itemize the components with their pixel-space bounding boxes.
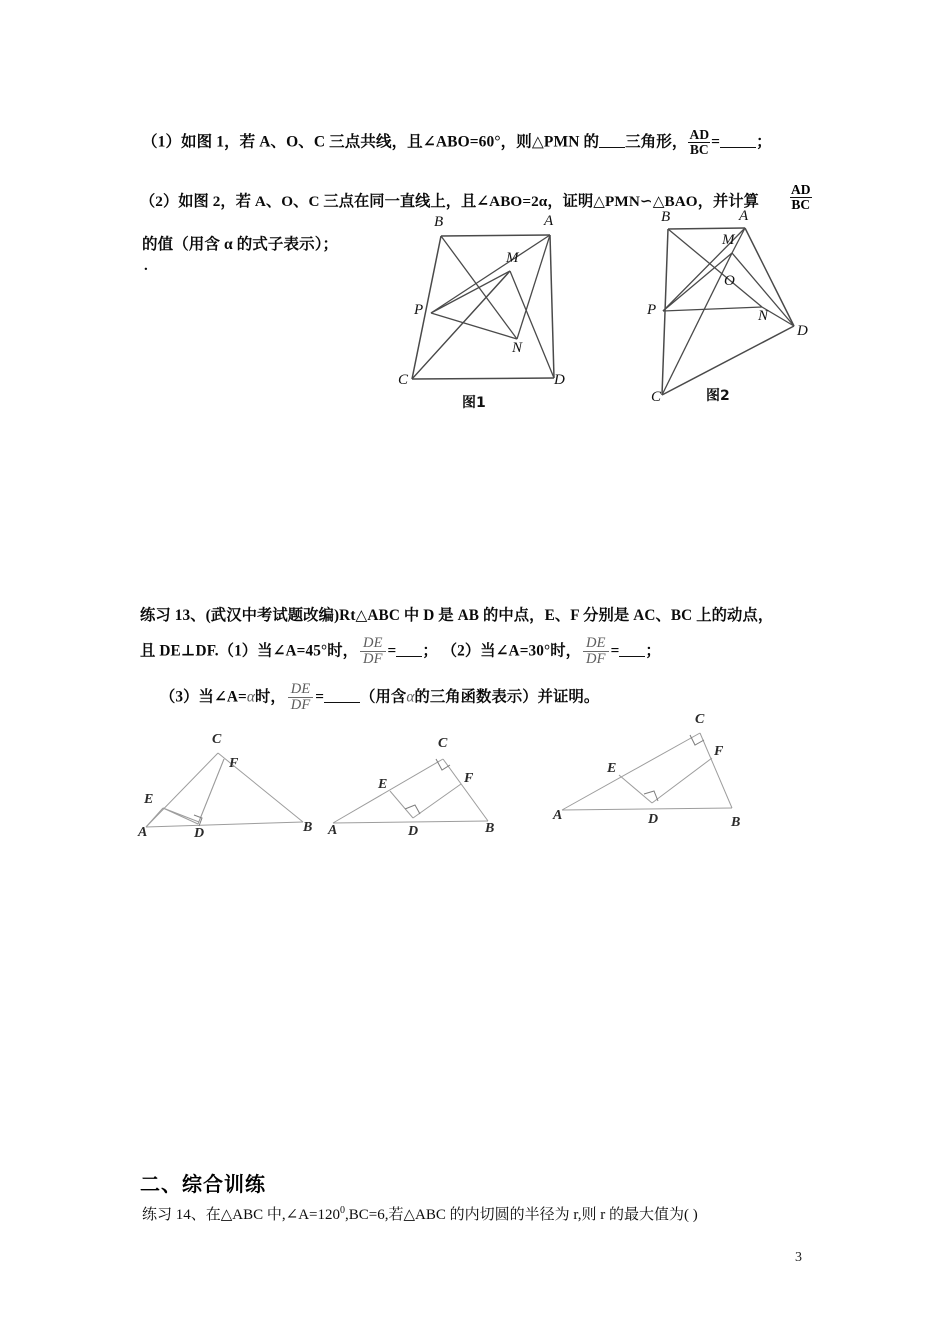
question-part1-line: [142, 128, 772, 157]
fig2-label-M: M: [722, 232, 735, 248]
equals-de-df-3: =: [315, 688, 325, 706]
fraction-numerator-clipped: AD: [791, 183, 811, 197]
figure-2: [634, 208, 819, 405]
question-part2-text: （2）如图 2，若 A、O、C 三点在同一直线上，且∠ABO=2α，证明△PMN∽△BAO，并计算: [140, 193, 759, 210]
answer-blank-2[interactable]: [720, 147, 756, 148]
exercise14-superscript: 0: [340, 1205, 345, 1216]
exercise13-line2-mid: （2）当∠A=30°时，: [441, 642, 582, 660]
tri2-label-B: B: [485, 821, 495, 836]
tri1-label-E: E: [144, 792, 154, 807]
question-part1-mid: 三角形，: [625, 133, 688, 151]
fraction-denominator-df-3: DF: [290, 697, 311, 714]
triangle-1-svg: [138, 726, 328, 836]
exercise13-line3-pre: （3）当∠A=: [160, 688, 247, 706]
triangle-figure-2: [328, 726, 518, 839]
fraction-denominator: BC: [689, 141, 709, 157]
fig1-label-A: A: [544, 213, 554, 229]
fig2-label-P: P: [647, 302, 657, 318]
exercise13-semi-1: ；: [422, 642, 438, 660]
tri2-label-F: F: [464, 771, 474, 786]
tri3-label-F: F: [714, 744, 724, 759]
answer-blank-1[interactable]: [599, 147, 625, 148]
tri2-label-E: E: [378, 777, 388, 792]
fig2-label-C: C: [651, 389, 662, 405]
exercise13-line1: [140, 603, 773, 625]
fig1-label-B: B: [434, 214, 444, 230]
exercise13-line3-end: （用含: [360, 688, 407, 706]
fig2-label-N: N: [758, 308, 769, 324]
fig2-label-A: A: [739, 208, 749, 224]
fraction-numerator-de-1: DE: [360, 636, 386, 652]
fraction-de-df-2: [583, 636, 609, 667]
exercise13-line2: [140, 636, 661, 667]
figure-1: [398, 212, 573, 411]
exercise13-line2-pre: 且 DE⊥DF.（1）当∠A=45°时，: [140, 642, 358, 660]
triangle-figure-3: [552, 712, 762, 833]
alpha-symbol-1: α: [246, 688, 255, 706]
fig1-label-C: C: [398, 372, 409, 388]
fraction-de-df-1: [360, 636, 386, 667]
question-part2-line2: [142, 232, 338, 254]
fraction-numerator-de-2: DE: [583, 636, 609, 652]
fig2-label-B: B: [661, 209, 671, 225]
tri2-label-D: D: [408, 824, 419, 839]
fraction-de-df-3: [288, 682, 314, 713]
fraction-denominator-df-1: DF: [363, 651, 383, 668]
exercise13-line1-text: 练习 13、(武汉中考试题改编)Rt△ABC 中 D 是 AB 的中点，E、F 分别是 AC、BC 上的动点，: [140, 607, 774, 624]
exercise13-end-1: ；: [645, 642, 661, 660]
fraction-numerator-de-3: DE: [288, 682, 314, 698]
equals-de-df-1: =: [387, 642, 397, 660]
question-part1-suffix: ；: [756, 133, 772, 151]
page-number: 3: [795, 1250, 802, 1265]
fraction-numerator: AD: [689, 127, 710, 142]
fraction-ad-bc-clipped: [789, 183, 823, 213]
fraction-denominator-df-2: DF: [586, 651, 606, 668]
fig1-label-M: M: [506, 250, 519, 266]
tri2-label-A: A: [328, 823, 338, 838]
tri3-label-D: D: [648, 812, 659, 827]
tri3-label-A: A: [553, 808, 563, 823]
question-part1-prefix: （1）如图 1，若 A、O、C 三点共线，且∠ABO=60°，则△PMN 的: [142, 133, 600, 151]
equals-de-df-2: =: [610, 642, 620, 660]
exercise13-line3-end2: 的三角函数表示）并证明。: [414, 688, 600, 706]
exercise14-pre: 练习 14、在△ABC 中,∠A=120: [142, 1207, 340, 1223]
figure-1-svg: [398, 212, 573, 392]
tri1-label-F: F: [229, 756, 239, 771]
exercise14-post: ,BC=6,若△ABC 的内切圆的半径为 r,则 r 的最大值为( ): [345, 1207, 698, 1223]
fig1-label-N: N: [512, 340, 523, 356]
exercise14-line: [142, 1203, 698, 1224]
figure-1-caption: 图1: [462, 395, 486, 411]
answer-blank-3[interactable]: [396, 656, 422, 657]
alpha-symbol-2: α: [406, 688, 415, 706]
fraction-denominator-clipped: BC: [791, 196, 811, 212]
tri2-label-C: C: [438, 736, 448, 751]
trailing-dot: .: [144, 258, 148, 274]
question-part2-line: [140, 190, 759, 211]
answer-blank-5[interactable]: [324, 702, 360, 703]
figure-2-caption: 图2: [706, 388, 730, 404]
tri1-label-B: B: [303, 820, 313, 835]
fraction-ad-bc: [688, 128, 710, 157]
tri1-label-D: D: [194, 826, 205, 841]
fig1-label-P: P: [414, 302, 424, 318]
tri1-label-A: A: [138, 825, 148, 840]
section-heading-2: 二、综合训练: [140, 1172, 266, 1196]
fig1-label-D: D: [554, 372, 565, 388]
answer-blank-4[interactable]: [619, 656, 645, 657]
triangle-2-svg: [328, 726, 518, 836]
exercise13-line3: [160, 682, 599, 713]
tri3-label-C: C: [695, 712, 705, 727]
fig2-label-D: D: [797, 323, 808, 339]
fig2-label-O: O: [724, 273, 735, 289]
equals-sign-1: =: [711, 133, 721, 151]
question-part2-value-text: 的值（用含 α 的式子表示）；: [142, 236, 339, 253]
exercise13-line3-mid: 时，: [254, 688, 286, 706]
triangle-figure-1: [138, 726, 328, 841]
tri1-label-C: C: [212, 732, 222, 747]
tri3-label-E: E: [607, 761, 617, 776]
tri3-label-B: B: [731, 815, 741, 830]
